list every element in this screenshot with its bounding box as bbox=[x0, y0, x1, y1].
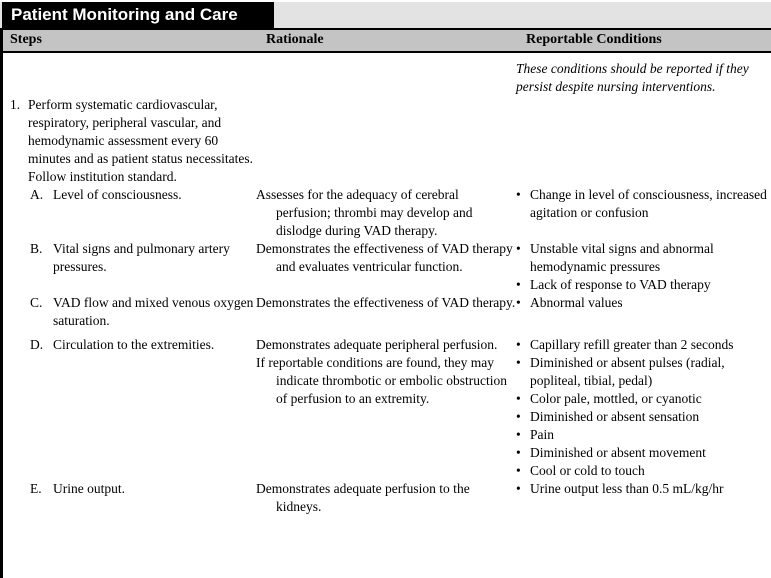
substep-letter: A. bbox=[30, 187, 44, 202]
list-item bbox=[516, 462, 771, 480]
step1-followup-line bbox=[10, 168, 256, 186]
reportable-item-text: Pain bbox=[530, 427, 555, 442]
bullet-icon: • bbox=[516, 337, 521, 352]
bullet-icon: • bbox=[516, 295, 521, 310]
document-page bbox=[0, 2, 771, 578]
rationale-paragraph: Demonstrates the effectiveness of VAD therapy. bbox=[256, 295, 516, 310]
reportable-item-text: Change in level of consciousness, increased agitation or confusion bbox=[530, 187, 767, 220]
substep-text: Circulation to the extremities. bbox=[53, 337, 215, 352]
row-step-e bbox=[10, 480, 771, 516]
reportable-list bbox=[516, 240, 771, 294]
reportable-list bbox=[516, 336, 771, 480]
rationale-cell bbox=[256, 480, 516, 516]
row-step-d bbox=[10, 336, 771, 480]
rationale-paragraph: If reportable conditions are found, they may indicate thrombotic or embolic obstruction of perfusion to an extremity. bbox=[256, 355, 507, 406]
substep-letter: E. bbox=[30, 481, 42, 496]
step1-followup-text: Follow institution standard. bbox=[28, 169, 177, 184]
reportable-item-text: Unstable vital signs and abnormal hemodynamic pressures bbox=[530, 241, 714, 274]
substep-line bbox=[30, 186, 256, 204]
bullet-icon: • bbox=[516, 187, 521, 202]
steps-cell bbox=[10, 336, 256, 480]
list-item bbox=[516, 354, 771, 390]
bullet-icon: • bbox=[516, 463, 521, 478]
column-header-rationale: Rationale bbox=[266, 32, 324, 47]
substep-line bbox=[30, 480, 256, 498]
reportable-item-text: Diminished or absent pulses (radial, popliteal, tibial, pedal) bbox=[530, 355, 725, 388]
substep-text: VAD flow and mixed venous oxygen saturation. bbox=[53, 295, 254, 328]
note-row bbox=[10, 60, 771, 96]
reportable-cell bbox=[516, 336, 771, 480]
row-step-b bbox=[10, 240, 771, 294]
step1-text: Perform systematic cardiovascular, respiratory, peripheral vascular, and hemodynamic assessment every 60 minutes and as patient status necessitates. bbox=[28, 97, 253, 166]
step1-followup-spacer bbox=[10, 168, 28, 186]
steps-cell bbox=[10, 186, 256, 240]
rationale-cell bbox=[256, 294, 516, 330]
rationale-paragraph: Assesses for the adequacy of cerebral perfusion; thrombi may develop and dislodge during VAD therapy. bbox=[256, 187, 473, 238]
top-strip bbox=[0, 2, 771, 30]
rationale-cell bbox=[256, 240, 516, 294]
reportable-item-text: Lack of response to VAD therapy bbox=[530, 277, 711, 292]
list-item bbox=[516, 480, 771, 498]
reportable-note: These conditions should be reported if they persist despite nursing interventions. bbox=[516, 61, 749, 94]
steps-cell bbox=[10, 294, 256, 330]
rationale-cell bbox=[256, 186, 516, 240]
section-title-bar bbox=[2, 2, 274, 28]
bullet-icon: • bbox=[516, 409, 521, 424]
reportable-list bbox=[516, 186, 771, 222]
reportable-item-text: Urine output less than 0.5 mL/kg/hr bbox=[530, 481, 724, 496]
rationale-paragraph: Demonstrates the effectiveness of VAD therapy and evaluates ventricular function. bbox=[256, 241, 513, 274]
rationale-paragraph: Demonstrates adequate peripheral perfusion. bbox=[256, 337, 498, 352]
reportable-item-text: Cool or cold to touch bbox=[530, 463, 645, 478]
substep-line bbox=[30, 240, 256, 276]
bullet-icon: • bbox=[516, 427, 521, 442]
substep-line bbox=[30, 336, 256, 354]
list-item bbox=[516, 294, 771, 312]
substep-letter: D. bbox=[30, 337, 44, 352]
steps-cell-empty bbox=[10, 60, 256, 96]
reportable-item-text: Abnormal values bbox=[530, 295, 623, 310]
section-title: Patient Monitoring and Care bbox=[11, 5, 238, 24]
steps-cell bbox=[10, 240, 256, 294]
reportable-list bbox=[516, 294, 771, 312]
rationale-cell-empty bbox=[256, 60, 516, 96]
substep-line bbox=[30, 294, 256, 330]
reportable-list bbox=[516, 480, 771, 498]
list-item bbox=[516, 408, 771, 426]
reportable-cell bbox=[516, 240, 771, 294]
list-item bbox=[516, 390, 771, 408]
reportable-item-text: Capillary refill greater than 2 seconds bbox=[530, 337, 734, 352]
bullet-icon: • bbox=[516, 277, 521, 292]
bullet-icon: • bbox=[516, 355, 521, 370]
steps-cell-step1 bbox=[10, 96, 256, 186]
reportable-cell-empty bbox=[516, 96, 771, 186]
bullet-icon: • bbox=[516, 241, 521, 256]
steps-cell bbox=[10, 480, 256, 516]
substep-text: Urine output. bbox=[53, 481, 125, 496]
rationale-cell bbox=[256, 336, 516, 480]
substep-letter: C. bbox=[30, 295, 43, 310]
list-item bbox=[516, 336, 771, 354]
list-item bbox=[516, 240, 771, 276]
step1-number: 1. bbox=[10, 97, 21, 112]
reportable-cell bbox=[516, 480, 771, 516]
bullet-icon: • bbox=[516, 445, 521, 460]
row-step-a bbox=[10, 186, 771, 240]
reportable-item-text: Diminished or absent movement bbox=[530, 445, 706, 460]
column-header-steps: Steps bbox=[10, 32, 42, 47]
reportable-item-text: Color pale, mottled, or cyanotic bbox=[530, 391, 702, 406]
substep-text: Vital signs and pulmonary artery pressures. bbox=[53, 241, 230, 274]
step1-line bbox=[10, 96, 256, 168]
column-header-reportable-conditions: Reportable Conditions bbox=[526, 32, 662, 47]
reportable-item-text: Diminished or absent sensation bbox=[530, 409, 700, 424]
bullet-icon: • bbox=[516, 391, 521, 406]
rationale-cell-empty bbox=[256, 96, 516, 186]
row-step-c bbox=[10, 294, 771, 330]
list-item bbox=[516, 444, 771, 462]
bullet-icon: • bbox=[516, 481, 521, 496]
list-item bbox=[516, 186, 771, 222]
reportable-cell bbox=[516, 186, 771, 240]
substep-letter: B. bbox=[30, 241, 43, 256]
table-header-row bbox=[0, 30, 771, 53]
rationale-paragraph: Demonstrates adequate perfusion to the kidneys. bbox=[256, 481, 470, 514]
table-body bbox=[0, 53, 771, 578]
reportable-cell bbox=[516, 294, 771, 330]
list-item bbox=[516, 426, 771, 444]
list-item bbox=[516, 276, 771, 294]
substep-text: Level of consciousness. bbox=[53, 187, 182, 202]
step1-row bbox=[10, 96, 771, 186]
